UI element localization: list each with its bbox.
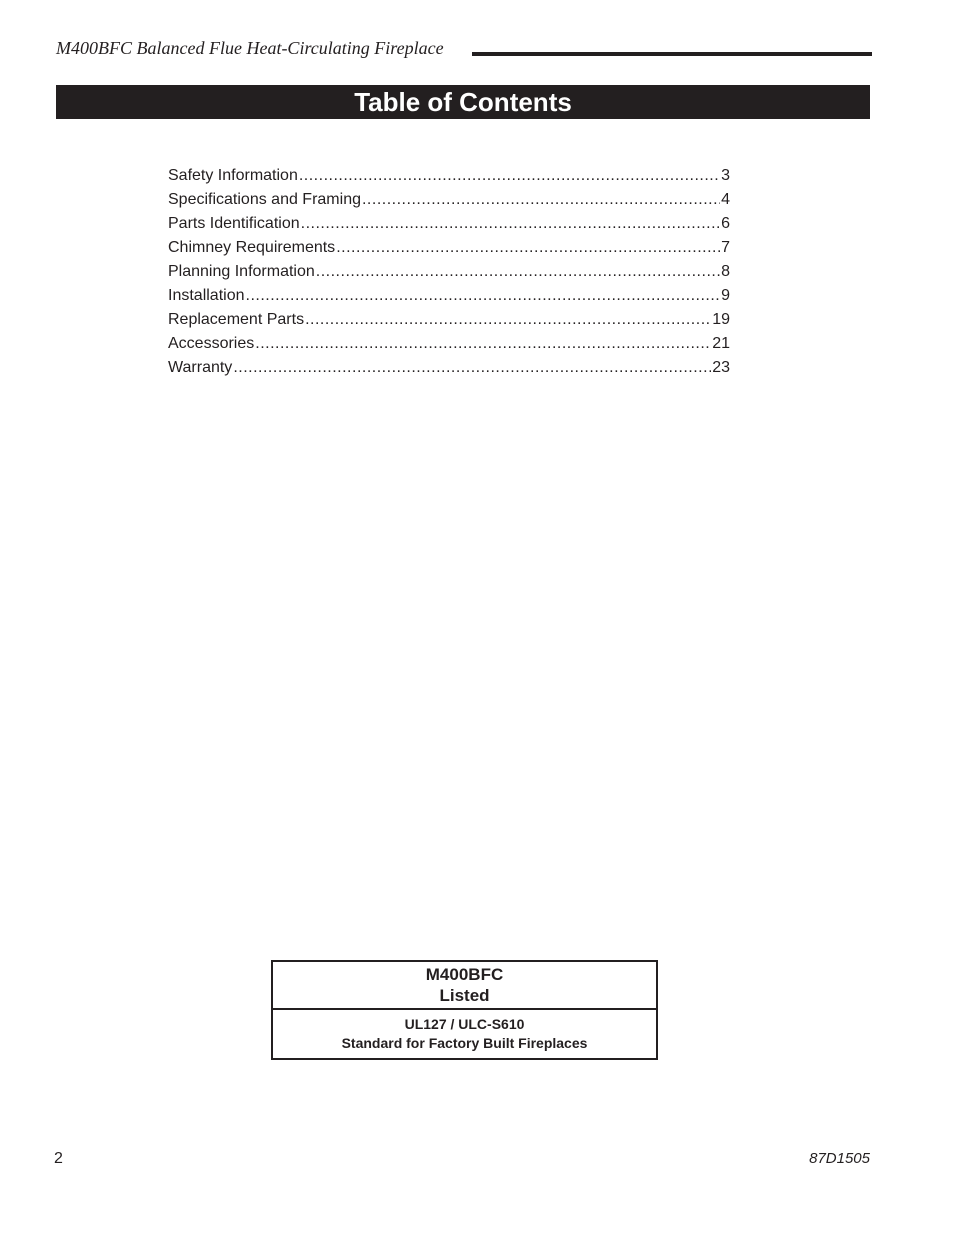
toc-list	[168, 164, 730, 380]
toc-heading: Table of Contents	[354, 86, 572, 117]
toc-entry-label: Specifications and Framing	[168, 191, 361, 208]
toc-entry-planning-information[interactable]	[168, 260, 730, 284]
toc-entry-label: Chimney Requirements	[168, 239, 336, 256]
toc-entry-accessories[interactable]	[168, 332, 730, 356]
toc-entry-label: Safety Information	[168, 167, 298, 184]
toc-entry-page: 3	[721, 167, 730, 184]
listing-standard-code: UL127 / ULC-S610	[404, 1016, 525, 1032]
document-header-title: M400BFC Balanced Flue Heat-Circulating Fireplace	[56, 38, 444, 58]
toc-entry-page: 21	[712, 335, 730, 352]
toc-entry-page: 19	[712, 311, 730, 328]
listing-model: M400BFC	[425, 965, 504, 984]
listing-standard-description: Standard for Factory Built Fireplaces	[341, 1035, 588, 1051]
toc-banner	[56, 85, 870, 119]
toc-leader-dots	[316, 260, 720, 284]
toc-entry-warranty[interactable]	[168, 356, 730, 380]
listing-standard	[273, 1010, 656, 1058]
toc-entry-installation[interactable]	[168, 284, 730, 308]
toc-entry-page: 4	[721, 191, 730, 208]
toc-leader-dots	[301, 212, 720, 236]
toc-entry-page: 23	[712, 359, 730, 376]
toc-entry-page: 9	[721, 287, 730, 304]
toc-leader-dots	[246, 284, 721, 308]
toc-entry-page: 6	[721, 215, 730, 232]
toc-entry-page: 7	[721, 239, 730, 256]
toc-entry-specifications-and-framing[interactable]	[168, 188, 730, 212]
listing-header	[273, 962, 656, 1010]
toc-entry-label: Replacement Parts	[168, 311, 305, 328]
toc-entry-label: Accessories	[168, 335, 255, 352]
toc-entry-label: Planning Information	[168, 263, 315, 280]
toc-leader-dots	[305, 308, 711, 332]
toc-leader-dots	[233, 356, 711, 380]
header-rule	[472, 52, 872, 56]
toc-entry-chimney-requirements[interactable]	[168, 236, 730, 260]
toc-entry-parts-identification[interactable]	[168, 212, 730, 236]
toc-entry-label: Installation	[168, 287, 245, 304]
toc-leader-dots	[255, 332, 711, 356]
listing-status: Listed	[439, 986, 490, 1005]
toc-entry-page: 8	[721, 263, 730, 280]
toc-leader-dots	[336, 236, 720, 260]
toc-entry-safety-information[interactable]	[168, 164, 730, 188]
toc-entry-replacement-parts[interactable]	[168, 308, 730, 332]
toc-entry-label: Parts Identification	[168, 215, 300, 232]
document-code: 87D1505	[809, 1150, 870, 1167]
page-number: 2	[54, 1150, 63, 1167]
certification-listing-box	[271, 960, 658, 1060]
toc-entry-label: Warranty	[168, 359, 233, 376]
toc-leader-dots	[362, 188, 720, 212]
toc-leader-dots	[299, 164, 720, 188]
